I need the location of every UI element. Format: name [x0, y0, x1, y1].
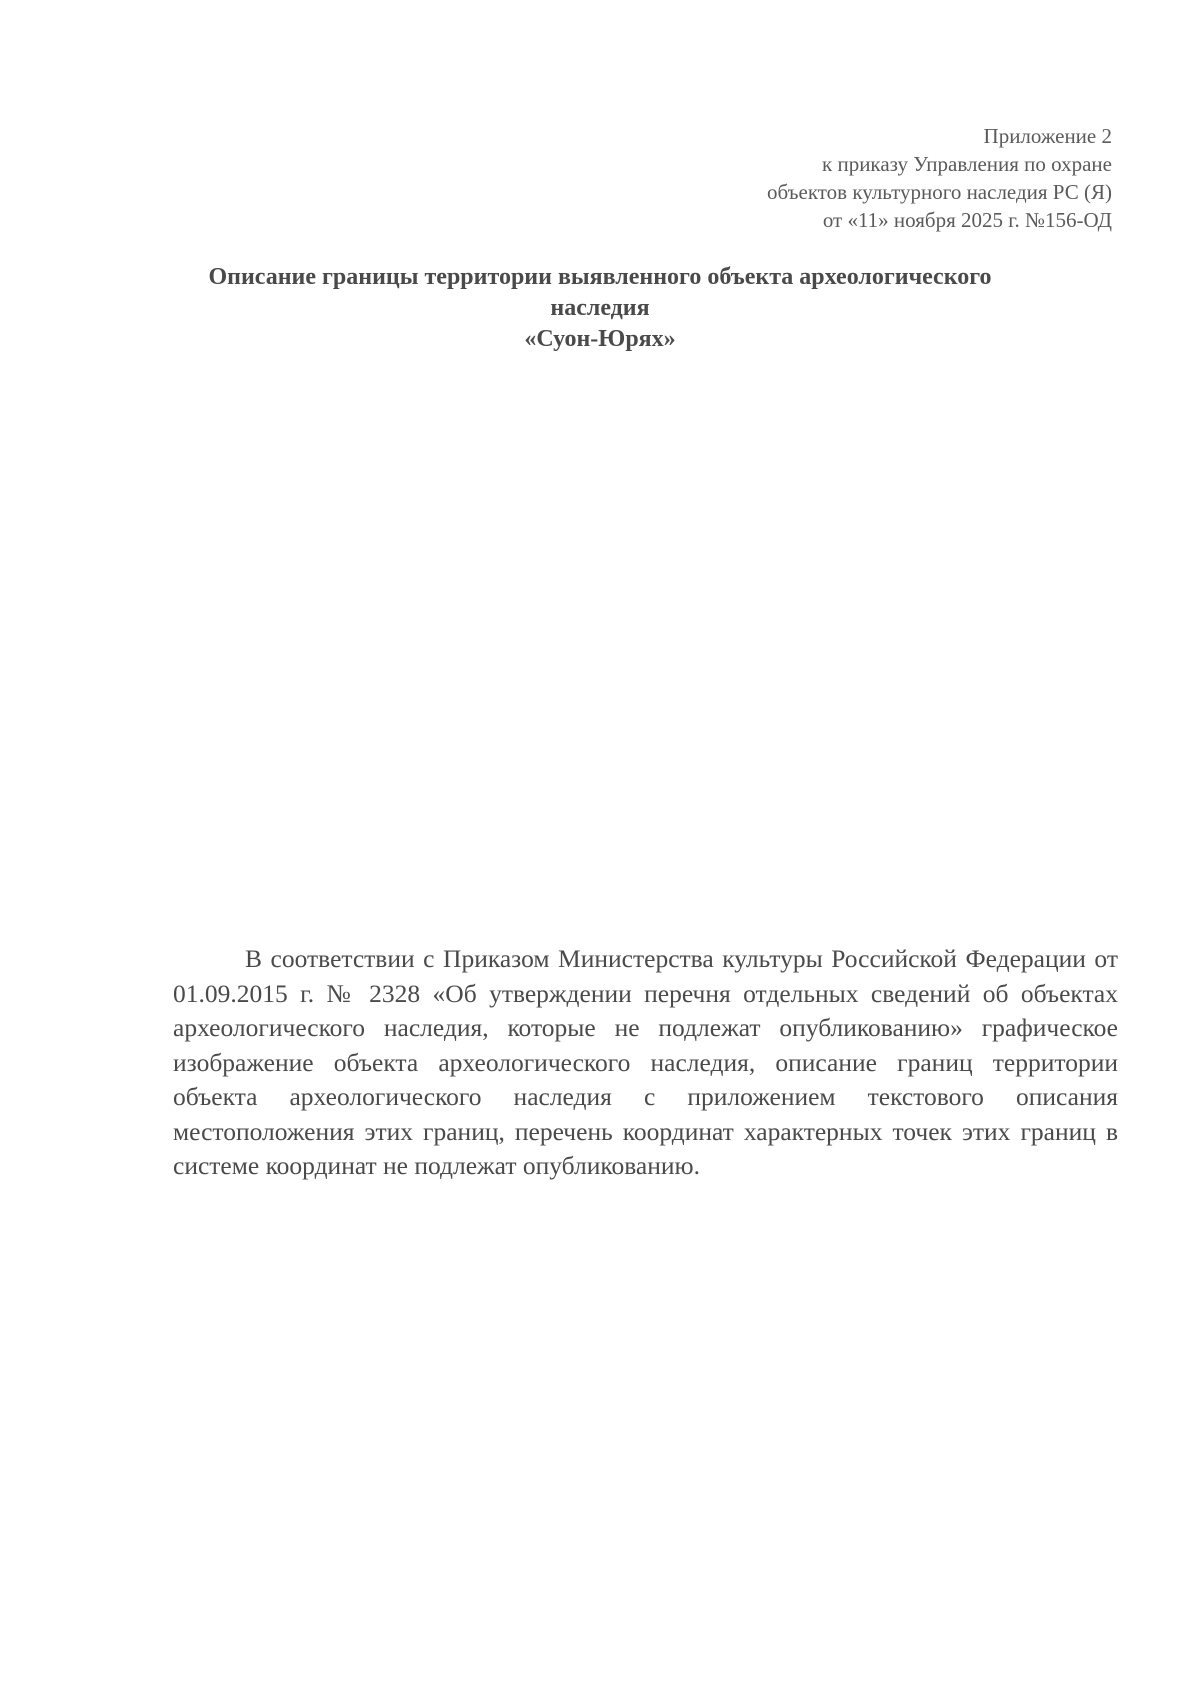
title-line: Описание границы территории выявленного объекта археологического — [208, 264, 992, 290]
appendix-line: Приложение 2 — [983, 124, 1112, 148]
title-object-name: «Суон-Юрях» — [524, 326, 676, 352]
document-title — [150, 262, 1050, 355]
body-paragraph: В соответствии с Приказом Министерства культуры Российской Федерации от 01.09.2015 г. № 2328 «Об утверждении перечня отдельных сведений об объектах археологического наследия, которые не подлежат опубликованию» графическое изображение объекта археологического наследия, описание границ территории объекта археологического наследия с приложением текстового описания местоположения этих границ, перечень координат характерных точек этих границ в системе координат не подлежат опубликованию. — [173, 944, 1118, 1180]
appendix-header — [767, 122, 1112, 234]
appendix-line: от «11» ноября 2025 г. №156-ОД — [822, 208, 1112, 232]
appendix-line: к приказу Управления по охране — [822, 152, 1112, 176]
appendix-line: объектов культурного наследия РС (Я) — [767, 180, 1112, 204]
title-line: наследия — [550, 295, 650, 321]
